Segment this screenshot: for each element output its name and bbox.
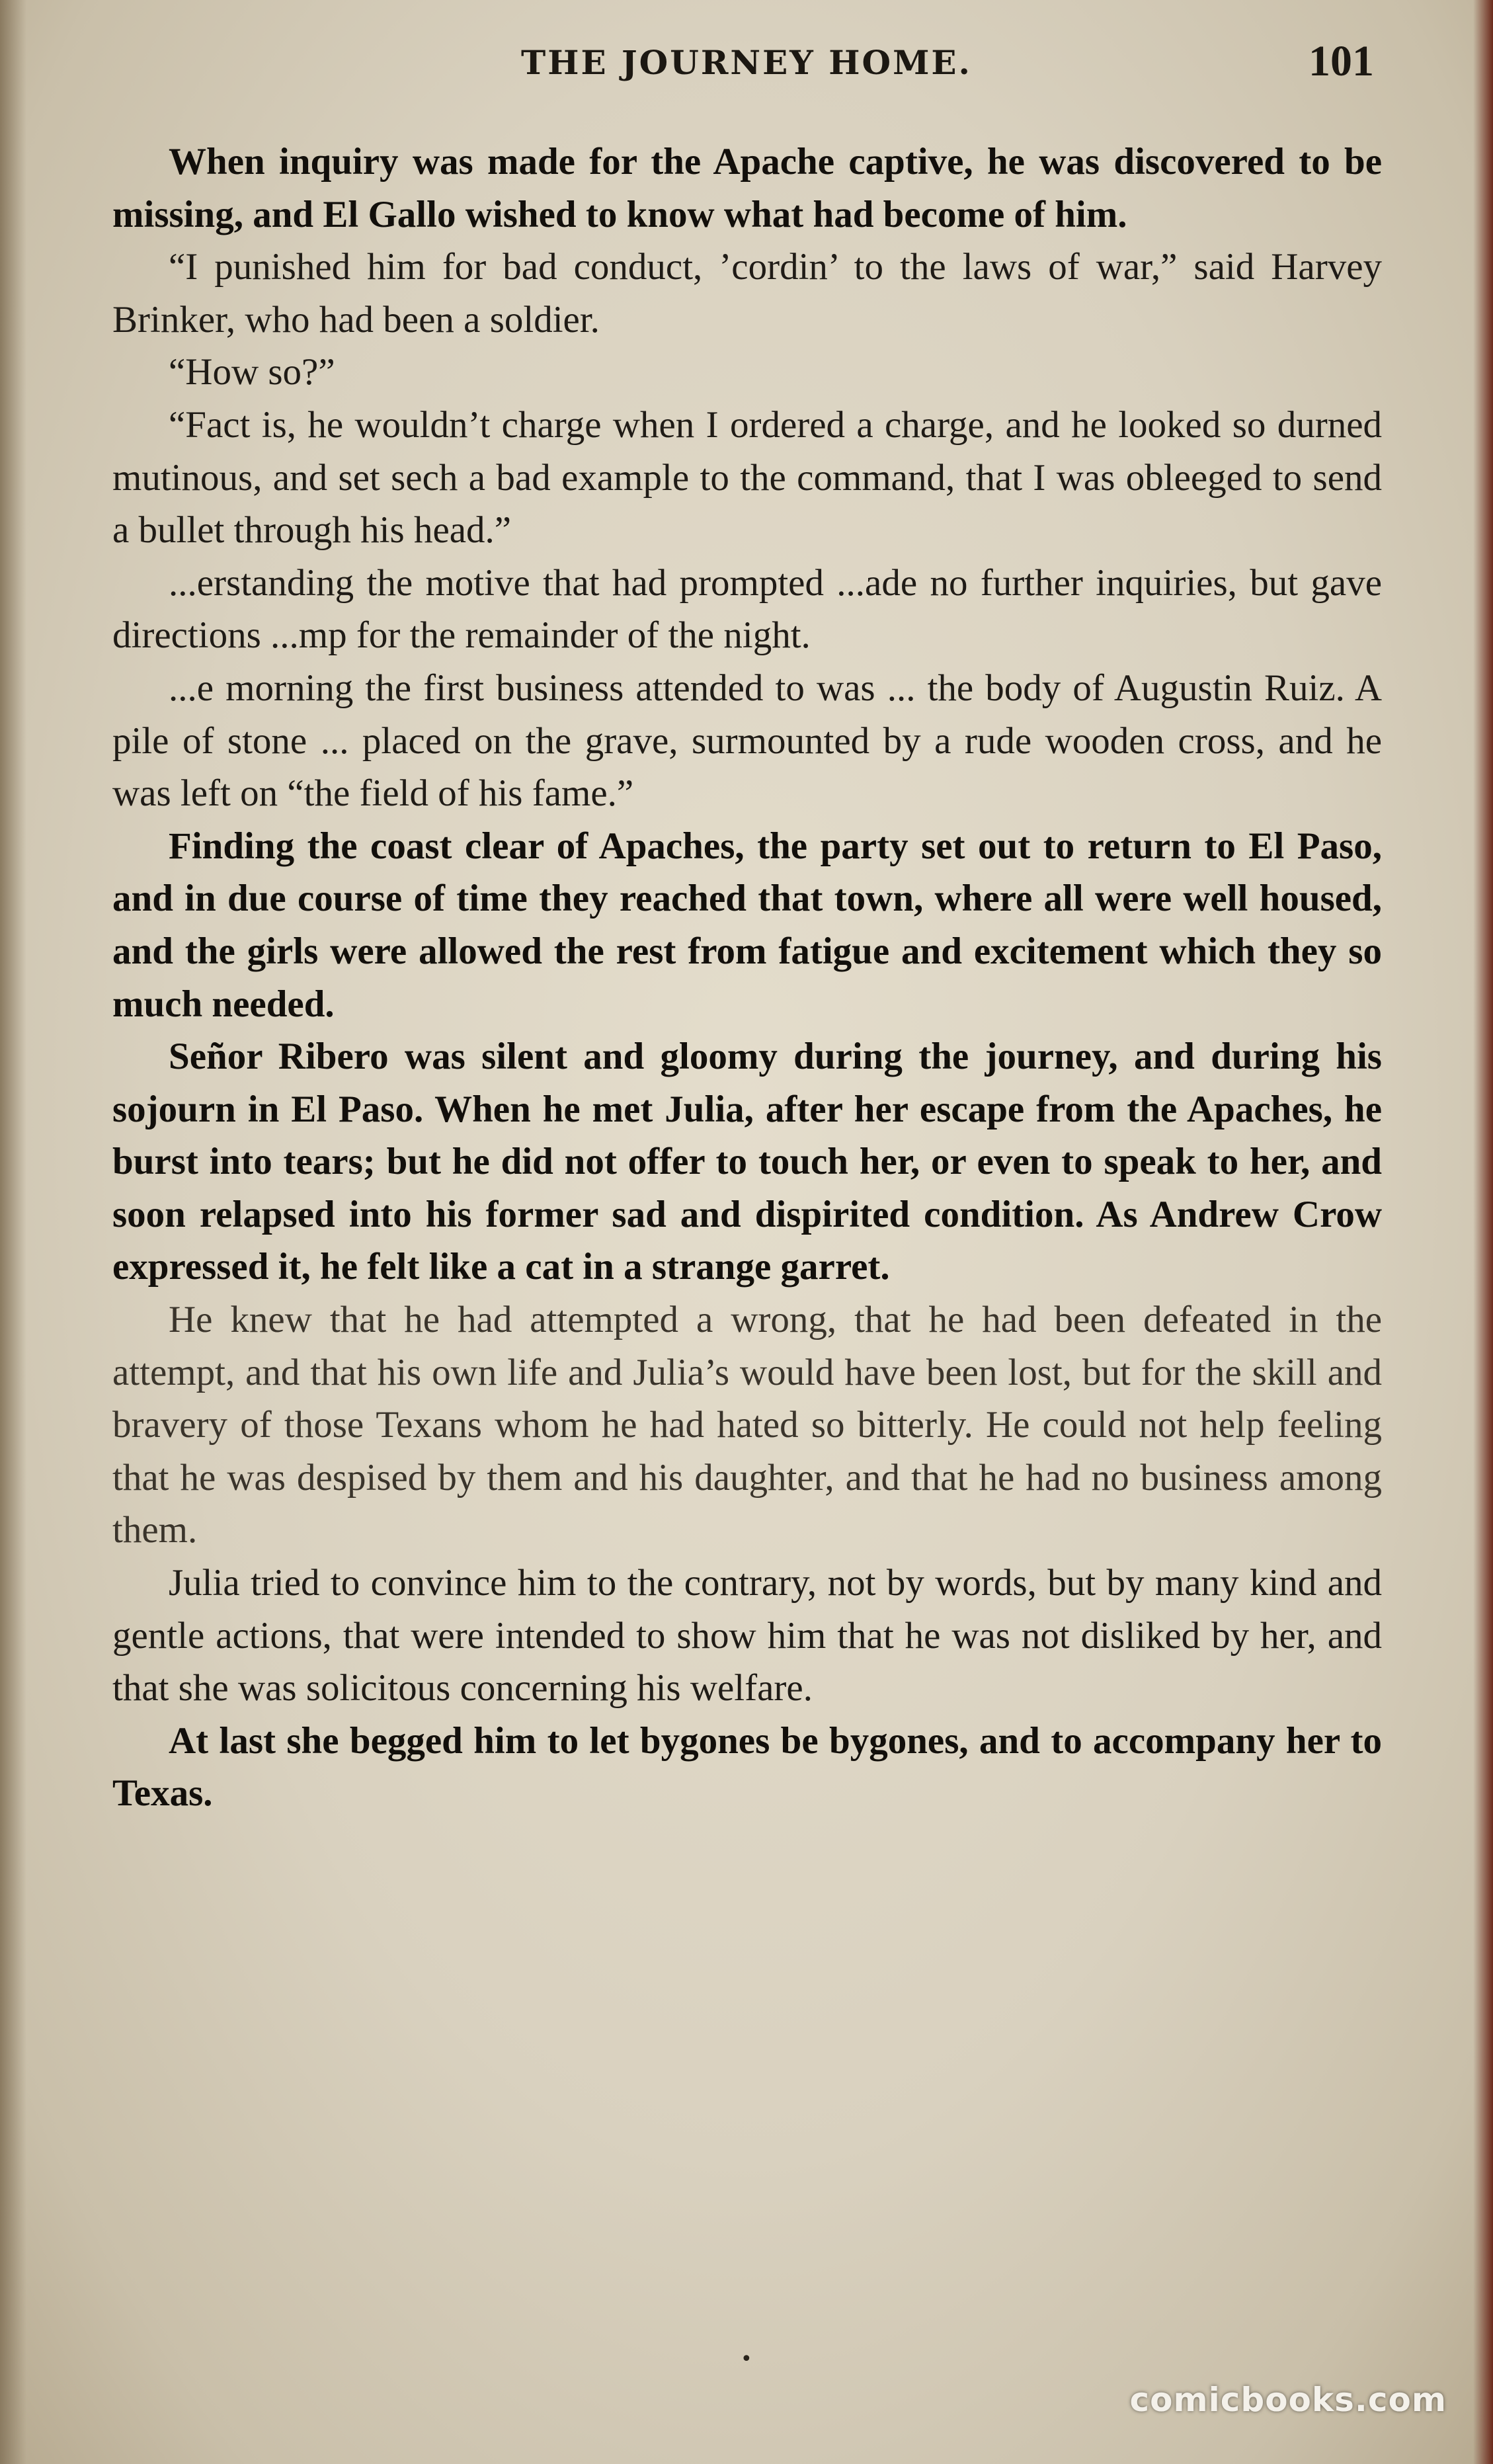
paragraph: “I punished him for bad conduct, ’cordin’ to the laws of war,” said Harvey Brinker, who had been a soldier. — [112, 246, 1382, 341]
watermark: comicbooks.com — [1129, 2381, 1447, 2419]
page-left-shadow — [0, 0, 26, 2464]
page-right-edge — [1473, 0, 1493, 2464]
paragraph: “How so?” — [169, 351, 335, 393]
running-title: THE JOURNEY HOME. — [521, 43, 972, 82]
paragraph: At last she begged him to let bygones be bygones, and to accompany her to Texas. — [112, 1719, 1382, 1815]
footer-mark: • — [741, 2348, 752, 2371]
paragraph: He knew that he had attempted a wrong, that he had been defeated in the attempt, and that his own life and Julia’s would have been lost, but for the skill and bravery of those Texans whom he had hated so bitterly. He could not help feeling that he was despised by them and his daughter, and that he had no business among them. — [112, 1299, 1382, 1551]
paragraph: “Fact is, he wouldn’t charge when I ordered a charge, and he looked so durned mutinous, and set sech a bad example to the command, that I was obleeged to send a bullet through his head.” — [112, 403, 1382, 552]
paragraph: ...e morning the first business attended to was ... the body of Augustin Ruiz. A pile of stone ... placed on the grave, surmounted by a rude wooden cross, and he was left on “the field of his fame.” — [112, 667, 1382, 815]
paragraph: When inquiry was made for the Apache captive, he was discovered to be missing, and El Gallo wished to know what had become of him. — [112, 141, 1382, 235]
body-text — [112, 136, 1382, 1820]
running-head — [0, 36, 1493, 89]
page-number: 101 — [1309, 37, 1374, 85]
paragraph: Julia tried to convince him to the contrary, not by words, but by many kind and gentle actions, that were intended to show him that he was not disliked by her, and that she was solicitous concerning his welfare. — [112, 1562, 1382, 1709]
paragraph: Finding the coast clear of Apaches, the party set out to return to El Paso, and in due course of time they reached that town, where all were well housed, and the girls were allowed the rest from fatigue and excitement which they so much needed. — [112, 825, 1382, 1025]
paragraph: Señor Ribero was silent and gloomy during the journey, and during his sojourn in El Paso. When he met Julia, after her escape from the Apaches, he burst into tears; but he did not offer to touch her, or even to speak to her, and soon relapsed into his former sad and dispirited condition. As Andrew Crow expressed it, he felt like a cat in a strange garret. — [112, 1036, 1382, 1288]
paragraph: ...erstanding the motive that had prompted ...ade no further inquiries, but gave directions ...mp for the remainder of the night. — [112, 561, 1382, 657]
